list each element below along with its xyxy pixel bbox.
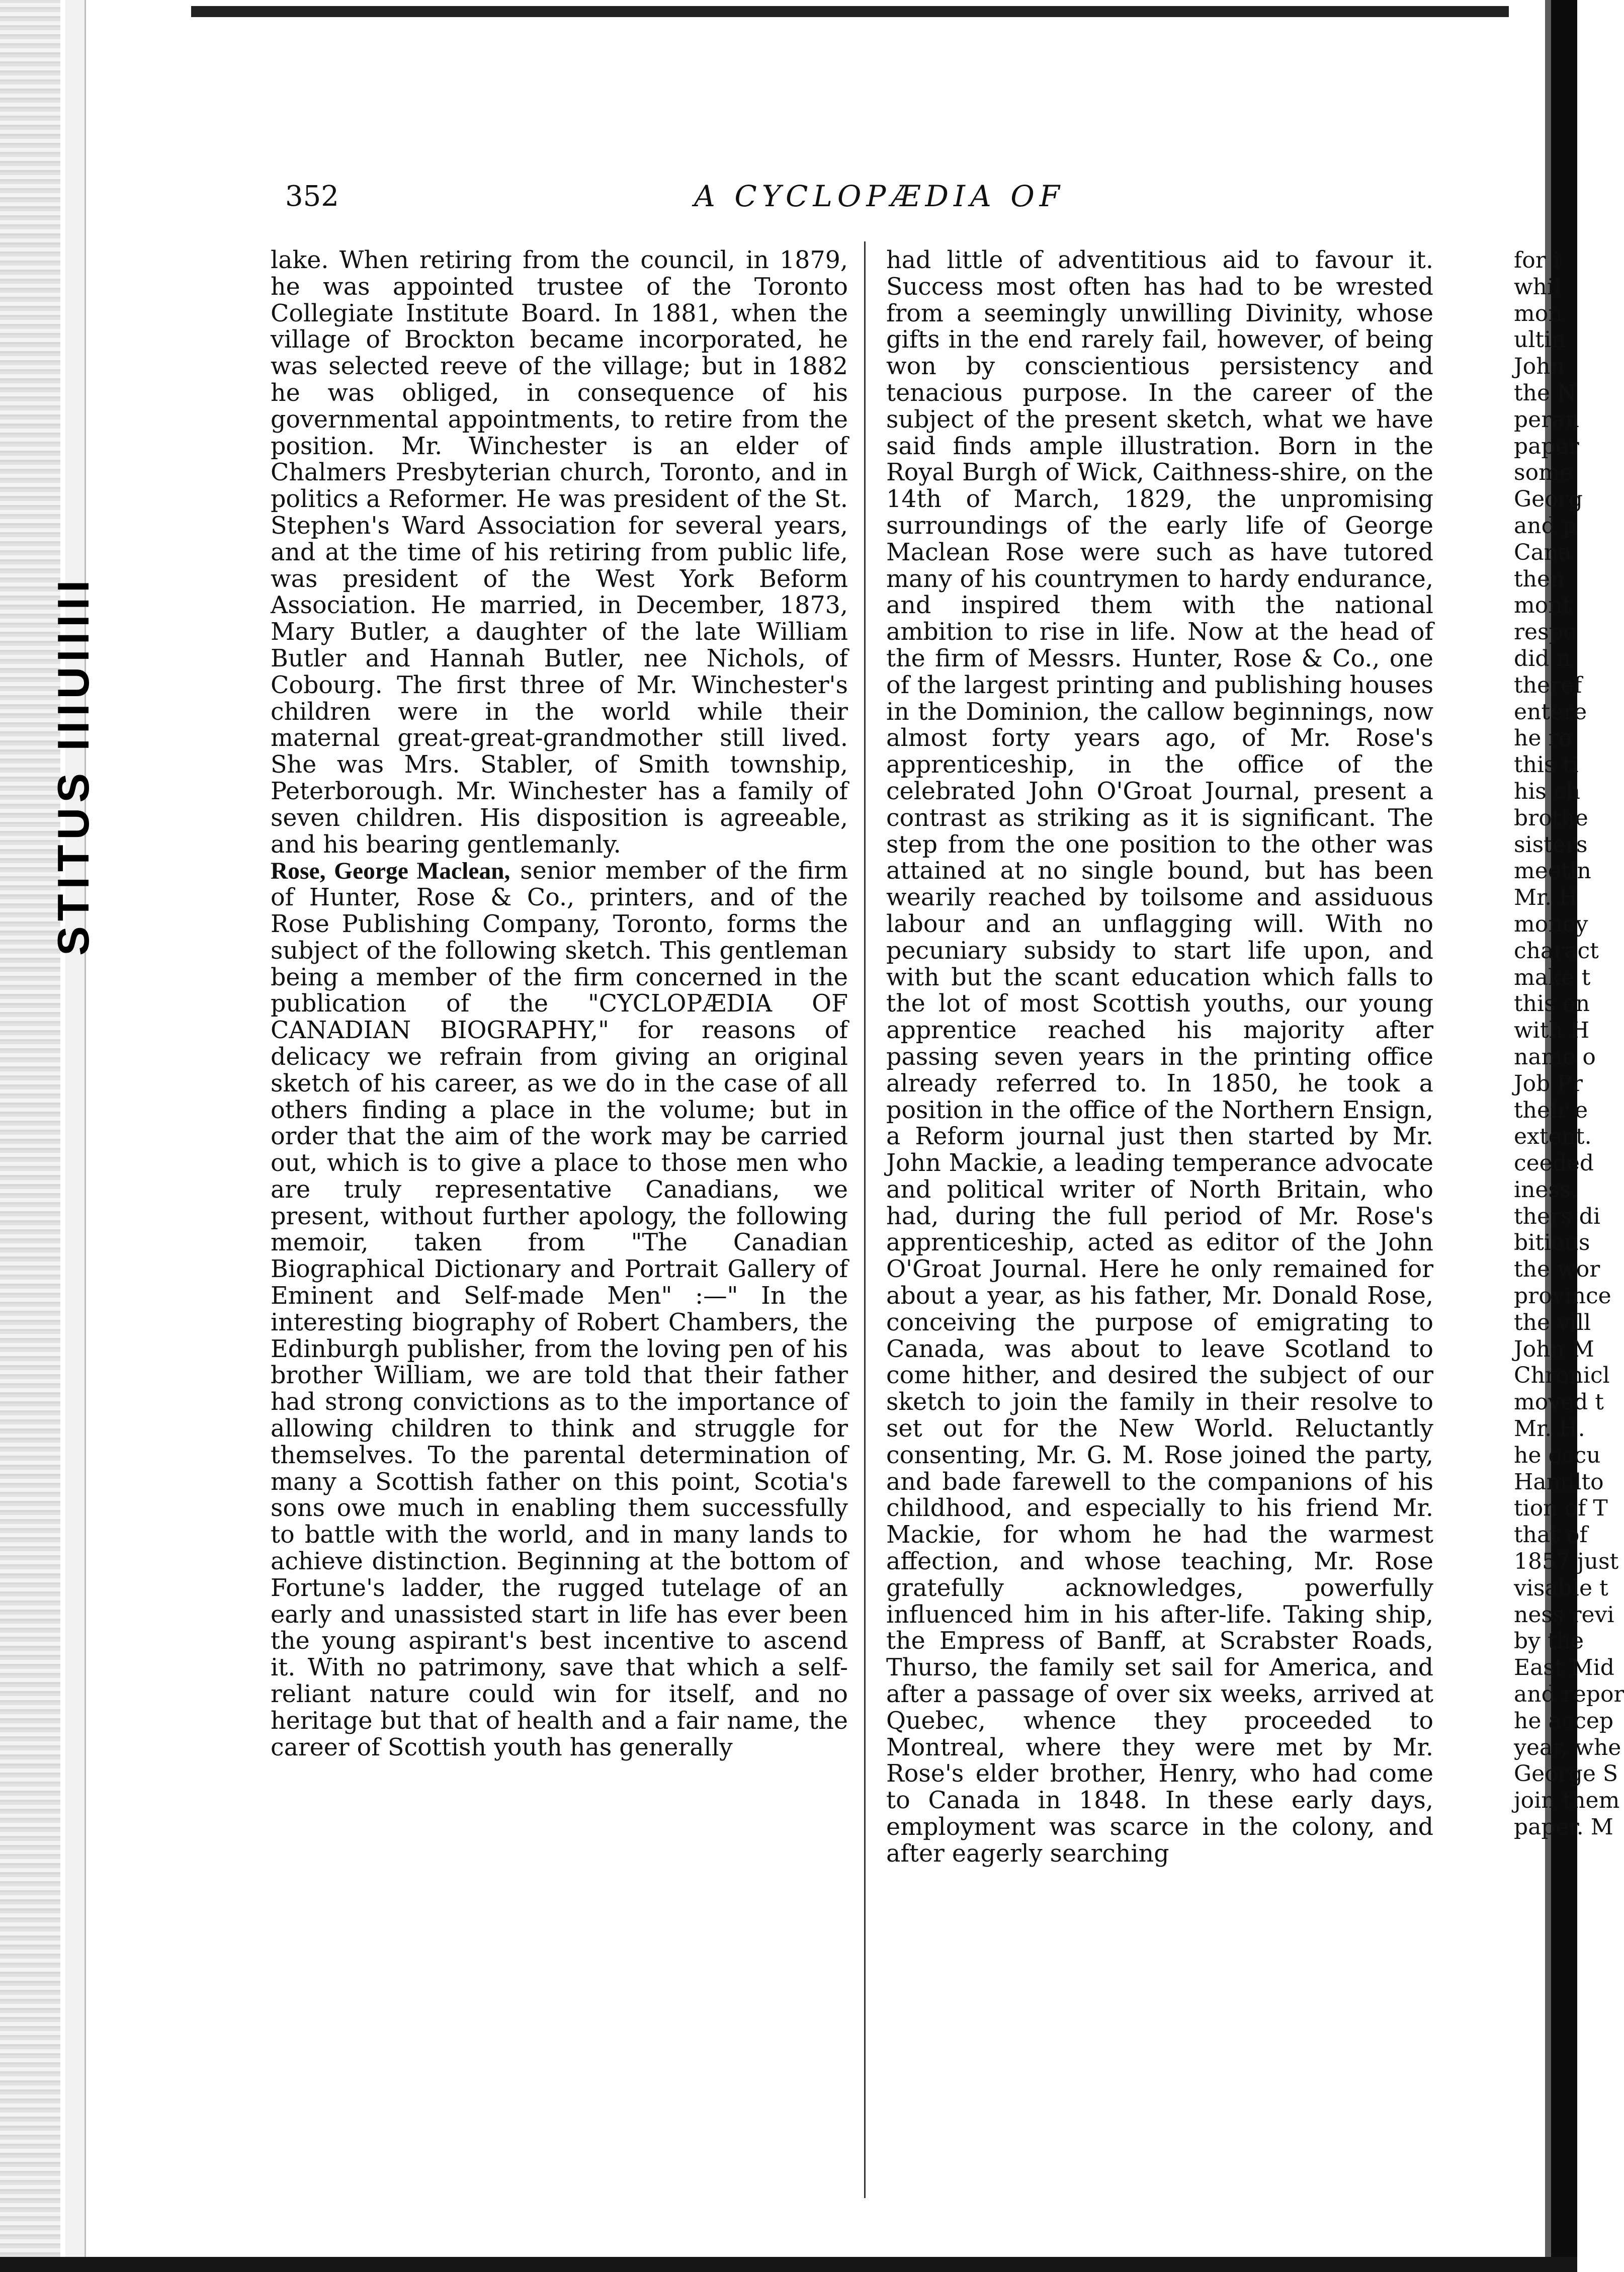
book-spine	[65, 0, 86, 2272]
right-page-fragment	[1514, 247, 1624, 2189]
right-fragment-line: whil	[1514, 274, 1562, 300]
right-fragment-line: entere	[1514, 699, 1587, 725]
right-fragment-line: and p	[1514, 513, 1577, 539]
right-fragment-line: George S	[1514, 1761, 1618, 1787]
right-fragment-line: then	[1514, 566, 1565, 592]
right-fragment-line: that of	[1514, 1522, 1588, 1548]
right-fragment-line: mon	[1514, 300, 1563, 326]
right-fragment-line: sisters	[1514, 831, 1588, 858]
right-fragment-line: their e	[1514, 1097, 1588, 1123]
right-fragment-line: Chronicl	[1514, 1363, 1610, 1389]
right-fragment-line: his ch	[1514, 778, 1580, 804]
right-fragment-line: peran	[1514, 406, 1579, 433]
left-column	[271, 247, 848, 2214]
right-fragment-line: thers di	[1514, 1203, 1600, 1229]
right-fragment-line: respo	[1514, 619, 1577, 645]
right-fragment-line: Mr. H	[1514, 885, 1578, 911]
right-fragment-line: East Mid	[1514, 1655, 1614, 1681]
right-fragment-line: ultin	[1514, 327, 1566, 353]
right-fragment-line: he accep	[1514, 1708, 1614, 1734]
right-fragment-line: moved t	[1514, 1389, 1604, 1415]
right-fragment-line: brothe	[1514, 805, 1588, 831]
right-fragment-line: Mr. H.	[1514, 1416, 1585, 1442]
right-fragment-line: did n	[1514, 645, 1571, 671]
right-fragment-line: visable t	[1514, 1575, 1608, 1601]
right-fragment-line: mont	[1514, 593, 1572, 619]
right-fragment-line: John	[1514, 354, 1565, 380]
right-fragment-line: paper	[1514, 433, 1579, 459]
right-fragment-line: this en	[1514, 991, 1590, 1017]
right-fragment-line: Georg	[1514, 486, 1583, 513]
right-fragment-line: the vill	[1514, 1309, 1591, 1335]
middle-column	[886, 247, 1433, 2189]
right-fragment-line: join them	[1514, 1788, 1620, 1814]
right-fragment-line: charact	[1514, 938, 1599, 964]
scan-left-edge	[0, 0, 60, 2272]
running-head: A CYCLOPÆDIA OF	[694, 179, 1065, 213]
right-fragment-line: province	[1514, 1283, 1611, 1309]
spine-text: STITUS IIIUIIIII	[48, 575, 98, 956]
right-fragment-line: some	[1514, 460, 1573, 486]
column-divider	[864, 241, 866, 2198]
winchester-paragraph: lake. When retiring from the council, in 1879, he was appointed trustee of the Toronto Collegiate Institute Board. In 1881, when the village of Brockton became incorporated, he was selected reeve of the village; but in 1882 he was obliged, in consequence of his governmental appointments, to retire from the position. Mr. Winchester is an elder of Chalmers Presbyterian church, Toronto, and in politics a Reformer. He was president of the St. Stephen's Ward Association for several years, and at the time of his retiring from public life, was president of the West York Beform Association. He married, in December, 1873, Mary Butler, a daughter of the late William Butler and Hannah Butler, nee Nichols, of Cobourg. The first three of Mr. Winchester's children were in the world while their maternal great-great-grandmother still lived. She was Mrs. Stabler, of Smith township, Peterborough. Mr. Winchester has a family of seven children. His disposition is agreeable, and his bearing gentlemanly.	[271, 246, 848, 859]
scan-bottom-edge	[0, 2257, 1577, 2272]
right-fragment-line: Cana	[1514, 539, 1572, 565]
right-fragment-line: and repor	[1514, 1681, 1624, 1708]
right-fragment-line: theref	[1514, 672, 1582, 698]
middle-column-text: had little of adventitious aid to favour it. Success most often has had to be wrested from a seemingly unwilling Divinity, whose gifts in the end rarely fail, however, of being won by conscientious persistency and tenacious purpose. In the career of the subject of the present sketch, what we have said finds ample illustration. Born in the Royal Burgh of Wick, Caithness-shire, on the 14th of March, 1829, the unpromising surroundings of the early life of George Maclean Rose were such as have tutored many of his countrymen to hardy endurance, and inspired them with the national ambition to rise in life. Now at the head of the firm of Messrs. Hunter, Rose & Co., one of the largest printing and publishing houses in the Dominion, the callow beginnings, now almost forty years ago, of Mr. Rose's apprenticeship, in the office of the celebrated John O'Groat Journal, present a contrast as striking as it is significant. The step from the one position to the other was attained at no single bound, but has been wearily reached by toilsome and assiduous labour and an unflagging will. With no pecuniary subsidy to start life upon, and with but the scant education which falls to the lot of most Scottish youths, our young apprentice reached his majority after passing seven years in the printing office already referred to. In 1850, he took a position in the office of the Northern Ensign, a Reform journal just then started by Mr. John Mackie, a leading temperance advocate and political writer of North Britain, who had, during the full period of Mr. Rose's apprenticeship, acted as editor of the John O'Groat Journal. Here he only remained for about a year, as his father, Mr. Donald Rose, conceiving the purpose of emigrating to Canada, was about to leave Scotland to come hither, and desired the subject of our sketch to join the family in their resolve to set out for the New World. Reluctantly consenting, Mr. G. M. Rose joined the party, and bade farewell to the companions of his childhood, and especially to his friend Mr. Mackie, for whom he had the warmest affection, and whose teaching, Mr. Rose gratefully acknowledges, powerfully influenced him in his after-life. Taking ship, the Empress of Banff, at Scrabster Roads, Thurso, the family set sail for America, and after a passage of over six weeks, arrived at Quebec, whence they proceeded to Montreal, where they were met by Mr. Rose's elder brother, Henry, who had come to Canada in 1848. In these early days, employment was scarce in the colony, and after eagerly searching	[886, 246, 1433, 1868]
right-fragment-line: he re	[1514, 725, 1572, 751]
right-fragment-line: he occu	[1514, 1442, 1601, 1468]
right-fragment-line: for i	[1514, 247, 1560, 273]
rose-paragraph	[271, 858, 848, 1761]
page-number: 352	[285, 180, 339, 213]
rose-paragraph-text: senior member of the firm of Hunter, Rose & Co., printers, and of the Rose Publishing Company, Toronto, forms the subject of the following sketch. This gentleman being a member of the firm concerned in the publication of the "CYCLOPÆDIA OF CANADIAN BIOGRAPHY," for reasons of delicacy we refrain from giving an original sketch of his career, as we do in the case of all others finding a place in the volume; but in order that the aim of the work may be carried out, which is to give a place to those men who are truly representative Canadians, we present, without further apology, the following memoir, taken from "The Canadian Biographical Dictionary and Portrait Gallery of Eminent and Self-made Men" :—" In the interesting biography of Robert Chambers, the Edinburgh publisher, from the loving pen of his brother William, we are told that their father had strong convictions as to the importance of allowing children to think and struggle for themselves. To the parental determination of many a Scottish father on this point, Scotia's sons owe much in enabling them successfully to battle with the world, and in many lands to achieve distinction. Beginning at the bottom of Fortune's ladder, the rugged tutelage of an early and unassisted start in life has ever been the young aspirant's best incentive to ascend it. With no patrimony, save that which a self-reliant nature could win for itself, and no heritage but that of health and a fair name, the career of Scottish youth has generally	[271, 857, 848, 1761]
right-fragment-line: money	[1514, 911, 1588, 937]
right-fragment-line: Hamilto	[1514, 1469, 1604, 1495]
right-fragment-line: tion of T	[1514, 1495, 1608, 1522]
right-fragment-line: extent.	[1514, 1124, 1592, 1150]
right-fragment-line: by the	[1514, 1628, 1584, 1654]
right-fragment-line: name o	[1514, 1044, 1596, 1070]
right-fragment-line: Job Pr	[1514, 1070, 1583, 1097]
right-fragment-line: iness.	[1514, 1176, 1578, 1203]
subject-name: Rose, George Maclean,	[271, 858, 510, 885]
right-fragment-line: the wor	[1514, 1256, 1600, 1283]
right-fragment-line: ness revi	[1514, 1602, 1614, 1628]
right-fragment-line: year, whe	[1514, 1734, 1621, 1760]
right-fragment-line: meetin	[1514, 858, 1591, 884]
right-fragment-line: John M	[1514, 1336, 1594, 1362]
right-fragment-line: make t	[1514, 964, 1591, 990]
right-fragment-line: ceeded	[1514, 1150, 1594, 1176]
scan-top-edge	[191, 6, 1509, 17]
right-fragment-line: the N	[1514, 380, 1577, 406]
right-fragment-line: this ti	[1514, 752, 1579, 778]
right-fragment-line: 1857 just	[1514, 1549, 1619, 1575]
right-fragment-line: paper. M	[1514, 1814, 1613, 1840]
right-fragment-line: with H	[1514, 1018, 1590, 1044]
right-fragment-line: bitious	[1514, 1230, 1590, 1256]
